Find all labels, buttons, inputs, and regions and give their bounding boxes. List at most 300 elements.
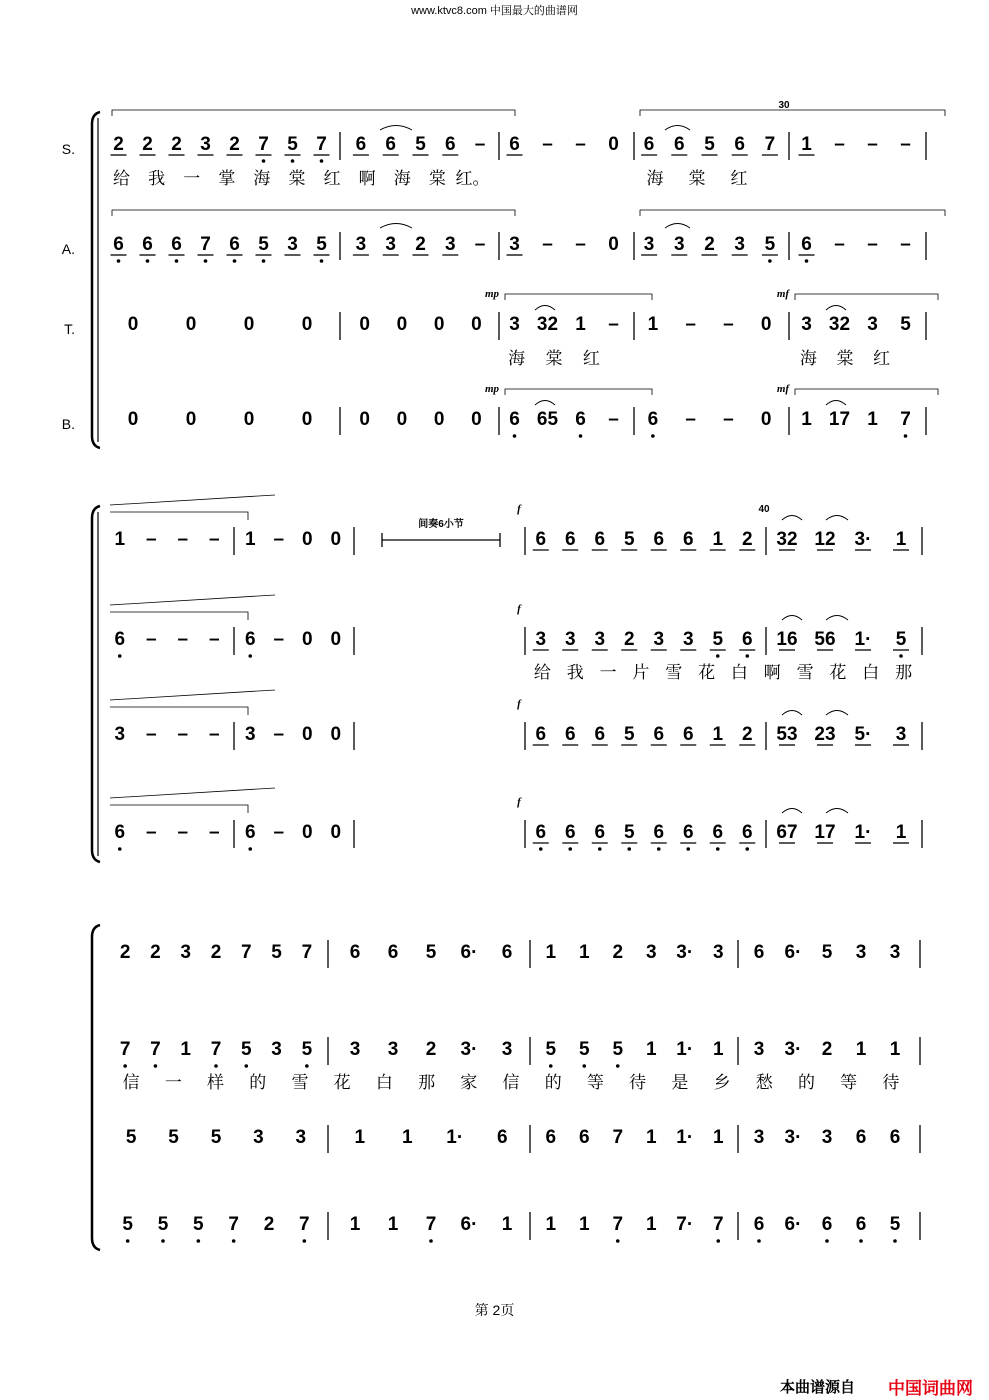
lyric-char: 雪	[796, 663, 814, 683]
note: –	[273, 629, 285, 650]
lyric-char: 我	[566, 663, 584, 683]
note: 1	[578, 942, 590, 963]
note: –	[177, 529, 189, 550]
note: –	[723, 409, 734, 430]
note: –	[834, 234, 845, 255]
note: 3	[287, 234, 298, 255]
note: 2	[113, 134, 124, 155]
note: 6	[653, 529, 665, 550]
note: 7	[764, 134, 776, 155]
note: 5	[316, 234, 327, 255]
octave-dot	[657, 847, 661, 851]
note: 1	[712, 529, 724, 550]
lyric-char: 雪	[665, 663, 683, 683]
note: 0	[330, 629, 342, 650]
note: 1	[645, 1039, 657, 1060]
tie-arc	[826, 616, 848, 621]
note: 3	[753, 1039, 765, 1060]
note: 0	[185, 409, 197, 430]
note: 6	[244, 822, 256, 843]
note: 3·	[676, 942, 694, 963]
note: 1	[712, 1127, 724, 1148]
note: 6	[114, 629, 126, 650]
note: 6	[501, 942, 513, 963]
note: 6	[855, 1214, 867, 1235]
note: 0	[243, 409, 255, 430]
note: 2	[210, 942, 222, 963]
lyric-char: 啊	[763, 663, 781, 683]
octave-dot	[616, 1239, 620, 1243]
tie-arc	[665, 126, 690, 131]
note: –	[208, 529, 220, 550]
note: 0	[301, 629, 313, 650]
lyric-char: 海	[508, 349, 526, 369]
note: –	[542, 134, 553, 155]
note: 6	[753, 942, 765, 963]
note: 3	[821, 1127, 833, 1148]
brand-logo-text: 中国词曲网	[888, 1379, 973, 1398]
lyric-char: 一	[164, 1073, 182, 1093]
note: 0	[608, 134, 619, 155]
note: 0	[185, 314, 197, 335]
note: 32	[536, 314, 559, 335]
note: 1	[895, 529, 907, 550]
lyric-char: 给	[113, 169, 131, 189]
source-label: 本曲谱源自	[780, 1379, 856, 1396]
note: 1	[354, 1127, 366, 1148]
note: 5	[712, 629, 724, 650]
note: 7	[200, 234, 211, 255]
octave-dot	[117, 259, 121, 263]
note: 5	[704, 134, 715, 155]
note: 1	[867, 409, 878, 430]
note: 3	[734, 234, 745, 255]
note: 1·	[676, 1039, 694, 1060]
note: –	[145, 724, 157, 745]
note: 3	[801, 314, 812, 335]
lyric-char: 家	[460, 1073, 478, 1093]
note: 0	[127, 314, 139, 335]
note: 6	[594, 529, 606, 550]
system-bracket	[92, 925, 100, 1250]
note: 3	[564, 629, 576, 650]
note: 0	[127, 409, 139, 430]
octave-dot	[262, 159, 266, 163]
note: 6·	[460, 1214, 478, 1235]
phrase-line	[110, 690, 275, 700]
note: 0	[301, 314, 313, 335]
note: 2	[623, 629, 635, 650]
note: 6	[653, 724, 665, 745]
note: 6·	[784, 942, 802, 963]
note: 6	[712, 822, 724, 843]
octave-dot	[513, 434, 517, 438]
voice-label: A.	[61, 241, 75, 257]
note: 0	[359, 314, 370, 335]
phrase-bracket	[640, 110, 945, 116]
dynamic-mp: mp	[484, 288, 500, 300]
lyric-char: 那	[418, 1073, 436, 1093]
lyric-char: 红	[582, 349, 600, 369]
lyric-char: 棠	[428, 169, 446, 189]
lyric-char: 乡	[713, 1073, 731, 1093]
note: 5	[895, 629, 907, 650]
note: –	[145, 529, 157, 550]
note: 6	[594, 724, 606, 745]
octave-dot	[248, 654, 252, 658]
note: 5·	[854, 724, 872, 745]
note: 0	[471, 409, 482, 430]
note: 16	[776, 629, 798, 650]
note: 1	[712, 1039, 724, 1060]
note: 3	[501, 1039, 513, 1060]
note: 6	[244, 629, 256, 650]
note: 1	[114, 529, 126, 550]
dynamic-mf: mf	[776, 383, 790, 395]
note: –	[273, 724, 285, 745]
note: 0	[301, 724, 313, 745]
lyric-char: 信	[122, 1073, 140, 1093]
note: 5	[764, 234, 776, 255]
note: 0	[301, 529, 313, 550]
lyric-char: 给	[533, 663, 551, 683]
note: 2	[704, 234, 715, 255]
phrase-line	[110, 495, 275, 505]
note: 3	[753, 1127, 765, 1148]
note: 1	[401, 1127, 413, 1148]
tie-arc	[782, 616, 802, 621]
lyric-char: 海	[799, 349, 817, 369]
octave-dot	[214, 1064, 218, 1068]
lyric-char: 是	[671, 1073, 689, 1093]
phrase-bracket	[505, 389, 652, 395]
note: 6	[355, 134, 367, 155]
interlude-label: 间奏6小节	[418, 519, 464, 530]
tie-arc	[826, 711, 848, 716]
note: 32	[776, 529, 798, 550]
phrase-bracket	[505, 294, 652, 300]
phrase-bracket	[110, 512, 248, 520]
note: 23	[814, 724, 836, 745]
octave-dot	[303, 1239, 307, 1243]
octave-dot	[825, 1239, 829, 1243]
note: 2	[821, 1039, 833, 1060]
note: 5	[287, 134, 298, 155]
note: 1	[501, 1214, 513, 1235]
lyric-char: 海	[393, 169, 411, 189]
note: –	[177, 629, 189, 650]
note: 6	[653, 822, 665, 843]
note: 7	[210, 1039, 222, 1060]
note: 7	[425, 1214, 437, 1235]
lyric-char: 棠	[288, 169, 306, 189]
note: 0	[330, 724, 342, 745]
note: 2	[150, 942, 161, 963]
note: 3	[645, 942, 657, 963]
note: 3	[535, 629, 547, 650]
note: 1·	[854, 822, 872, 843]
note: 6	[741, 629, 753, 650]
tie-arc	[380, 224, 412, 229]
note: 1	[575, 314, 586, 335]
note: 6	[387, 942, 399, 963]
note: 1	[645, 1127, 657, 1148]
note: 1	[180, 1039, 192, 1060]
lyric-char: 等	[586, 1073, 604, 1093]
note: 5	[623, 822, 635, 843]
octave-dot	[320, 159, 324, 163]
note: 2	[741, 529, 753, 550]
note: 3	[355, 234, 367, 255]
note: –	[177, 724, 189, 745]
system-bracket	[92, 112, 100, 448]
note: 6	[564, 724, 576, 745]
octave-dot	[429, 1239, 433, 1243]
note: 0	[330, 822, 342, 843]
octave-dot	[118, 847, 122, 851]
lyric-char: 一	[183, 169, 201, 189]
note: 3	[271, 1039, 282, 1060]
note: 1	[349, 1214, 361, 1235]
note: 3	[889, 942, 901, 963]
lyric-char: 等	[840, 1073, 858, 1093]
note: 3	[509, 234, 520, 255]
note: 0	[359, 409, 370, 430]
lyric-char: 待	[629, 1073, 647, 1093]
phrase-bracket	[640, 210, 945, 216]
note: –	[723, 314, 734, 335]
note: 0	[301, 409, 313, 430]
tie-arc	[782, 809, 802, 814]
octave-dot	[598, 847, 602, 851]
note: 3	[244, 724, 256, 745]
note: 7	[228, 1214, 239, 1235]
note: 0	[760, 314, 772, 335]
voice-label: S.	[61, 141, 75, 157]
lyric-char: 白	[862, 663, 880, 683]
note: 1	[645, 1214, 657, 1235]
octave-dot	[568, 847, 572, 851]
octave-dot	[859, 1239, 863, 1243]
note: 5	[168, 1127, 179, 1148]
lyric-char: 掌	[218, 169, 236, 189]
note: 1	[387, 1214, 399, 1235]
note: –	[208, 822, 220, 843]
lyric-char: 我	[148, 169, 166, 189]
note: 1·	[854, 629, 872, 650]
octave-dot	[716, 1239, 720, 1243]
tie-arc	[782, 711, 802, 716]
lyric-char: 样	[207, 1073, 225, 1093]
phrase-bracket	[110, 707, 248, 715]
note: 3	[674, 234, 685, 255]
note: 6	[385, 134, 396, 155]
note: –	[685, 314, 696, 335]
note: 12	[814, 529, 836, 550]
tie-arc	[535, 401, 555, 406]
note: 5	[900, 314, 911, 335]
dynamic-mf: mf	[776, 288, 790, 300]
note: 5	[193, 1214, 204, 1235]
octave-dot	[651, 434, 655, 438]
note: 7·	[676, 1214, 694, 1235]
lyric-char: 棠	[836, 349, 854, 369]
note: –	[834, 134, 845, 155]
note: 6	[564, 529, 576, 550]
octave-dot	[197, 1239, 201, 1243]
note: 1	[801, 134, 812, 155]
note: 1	[895, 822, 907, 843]
tie-arc	[826, 306, 846, 311]
octave-dot	[305, 1064, 309, 1068]
octave-dot	[768, 259, 772, 263]
note: 1	[712, 724, 724, 745]
voice-label: B.	[61, 416, 75, 432]
note: 6	[889, 1127, 901, 1148]
lyric-char: 棠	[688, 169, 706, 189]
octave-dot	[154, 1064, 158, 1068]
note: 6	[753, 1214, 765, 1235]
octave-dot	[123, 1064, 127, 1068]
note: 67	[776, 822, 798, 843]
note: –	[273, 529, 285, 550]
note: 7	[240, 942, 252, 963]
lyric-char: 花	[698, 663, 716, 683]
note: 2	[229, 134, 240, 155]
note: 6	[801, 234, 812, 255]
lyric-char: 红。	[455, 169, 490, 189]
note: 6	[229, 234, 240, 255]
octave-dot	[320, 259, 324, 263]
note: 6	[821, 1214, 833, 1235]
note: 2	[415, 234, 426, 255]
lyric-char: 雪	[291, 1073, 309, 1093]
octave-dot	[248, 847, 252, 851]
note: 6	[682, 724, 694, 745]
lyric-char: 的	[544, 1073, 562, 1093]
note: 7	[900, 409, 911, 430]
octave-dot	[161, 1239, 165, 1243]
note: 5	[578, 1039, 590, 1060]
phrase-line	[110, 595, 275, 605]
tie-arc	[826, 516, 848, 521]
tie-arc	[535, 306, 555, 311]
octave-dot	[118, 654, 122, 658]
lyric-char: 啊	[358, 169, 376, 189]
note: 5	[210, 1127, 222, 1148]
note: 7	[316, 134, 327, 155]
note: 3	[509, 314, 520, 335]
note: –	[474, 234, 486, 255]
note: 0	[396, 409, 408, 430]
note: 5	[889, 1214, 901, 1235]
note: –	[208, 629, 220, 650]
note: 1·	[676, 1127, 694, 1148]
octave-dot	[745, 847, 749, 851]
note: 56	[814, 629, 836, 650]
note: –	[273, 822, 285, 843]
octave-dot	[244, 1064, 248, 1068]
note: 17	[814, 822, 836, 843]
lyric-char: 愁	[755, 1073, 773, 1093]
lyric-char: 红	[323, 169, 341, 189]
octave-dot	[233, 259, 237, 263]
note: 6	[855, 1127, 867, 1148]
tie-arc	[380, 126, 412, 131]
note: 3	[387, 1039, 399, 1060]
octave-dot	[805, 259, 809, 263]
note: –	[145, 629, 157, 650]
measure-number-40: 40	[758, 504, 770, 515]
octave-dot	[582, 1064, 586, 1068]
note: 6·	[784, 1214, 802, 1235]
octave-dot	[899, 654, 903, 658]
note: 3	[445, 234, 456, 255]
note: 5	[258, 234, 269, 255]
note: –	[900, 234, 911, 255]
note: 6	[741, 822, 753, 843]
note: 6	[647, 409, 659, 430]
octave-dot	[146, 259, 150, 263]
note: 6	[535, 724, 547, 745]
note: 0	[471, 314, 482, 335]
note: 6	[496, 1127, 508, 1148]
octave-dot	[579, 434, 583, 438]
note: 65	[536, 409, 559, 430]
note: 0	[433, 314, 445, 335]
note: 6	[682, 529, 694, 550]
octave-dot	[616, 1064, 620, 1068]
lyric-char: 花	[829, 663, 847, 683]
note: –	[208, 724, 220, 745]
phrase-bracket	[110, 805, 248, 813]
note: 7	[150, 1039, 161, 1060]
note: 3	[200, 134, 211, 155]
note: 17	[828, 409, 851, 430]
note: 5	[623, 724, 635, 745]
tie-arc	[665, 224, 690, 229]
note: 1	[647, 314, 659, 335]
octave-dot	[204, 259, 208, 263]
note: 6	[171, 234, 182, 255]
phrase-bracket	[795, 389, 938, 395]
note: 3	[594, 629, 606, 650]
note: 1	[244, 529, 256, 550]
note: 7	[712, 1214, 724, 1235]
note: 3	[682, 629, 694, 650]
octave-dot	[126, 1239, 130, 1243]
note: 0	[301, 822, 313, 843]
note: 6	[509, 134, 520, 155]
octave-dot	[539, 847, 543, 851]
tie-arc	[782, 516, 802, 521]
site-header: www.ktvc8.com 中国最大的曲谱网	[411, 5, 578, 17]
note: 2	[741, 724, 753, 745]
note: 5	[122, 1214, 133, 1235]
note: 5	[612, 1039, 624, 1060]
note: 0	[243, 314, 255, 335]
octave-dot	[232, 1239, 236, 1243]
note: 1·	[446, 1127, 464, 1148]
note: –	[575, 134, 586, 155]
phrase-bracket	[110, 612, 248, 620]
lyric-char: 信	[502, 1073, 520, 1093]
note: 3·	[784, 1039, 802, 1060]
note: 6	[674, 134, 685, 155]
note: 5	[415, 134, 426, 155]
note: 3	[867, 314, 878, 335]
note: –	[575, 234, 586, 255]
